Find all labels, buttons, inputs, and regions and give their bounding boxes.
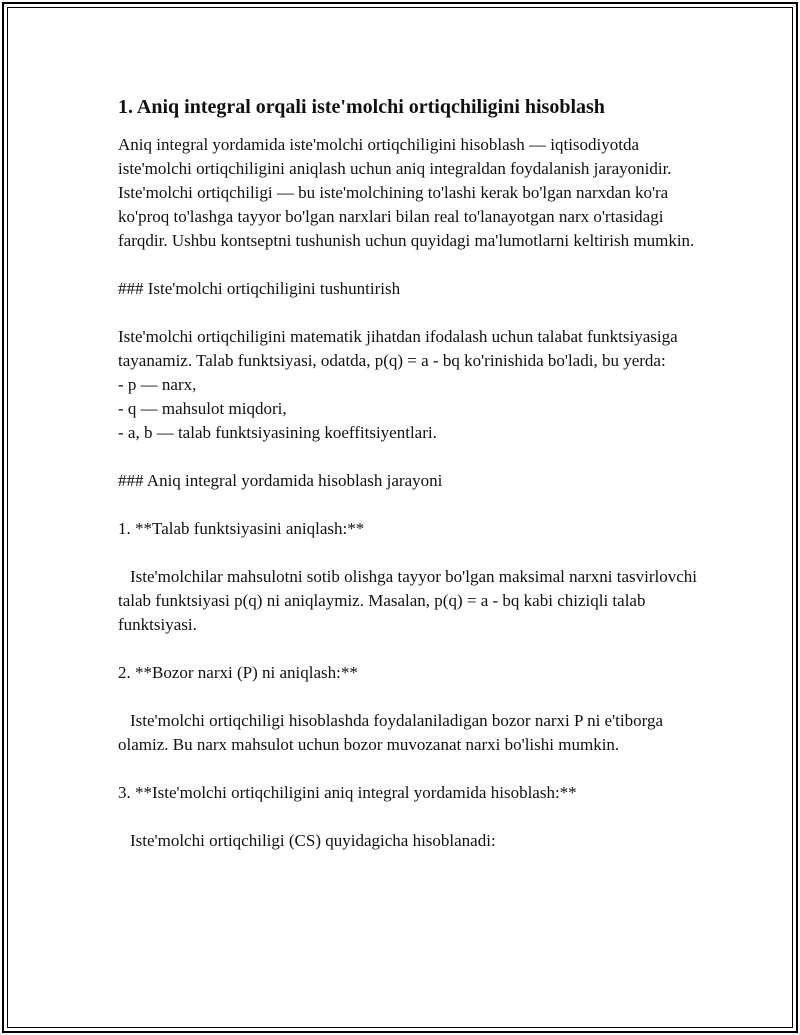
spacer bbox=[118, 253, 698, 277]
step-text: Iste'molchi ortiqchiligi hisoblashda foydalaniladigan bozor narxi P ni e'tiborga olamiz. Bu narx mahsulot uchun bozor muvozanat narxi bo'lishi mumkin. bbox=[118, 711, 668, 754]
spacer bbox=[118, 637, 698, 661]
section-explanation-text: Iste'molchi ortiqchiligini matematik jihatdan ifodalash uchun talabat funktsiyasiga tayanamiz. Talab funktsiyasi, odatda, p(q) = a - bq ko'rinishida bo'ladi, bu yerda: bbox=[118, 327, 682, 370]
list-item: - a, b — talab funktsiyasining koeffitsiyentlari. bbox=[118, 423, 437, 442]
spacer bbox=[118, 757, 698, 781]
step-heading: 1. **Talab funktsiyasini aniqlash:** bbox=[118, 519, 365, 538]
spacer bbox=[118, 685, 698, 709]
step-text: Iste'molchilar mahsulotni sotib olishga tayyor bo'lgan maksimal narxni tasvirlovchi talab funktsiyasi p(q) ni aniqlaymiz. Masalan, p(q) = a - bq kabi chiziqli talab funktsiyasi. bbox=[118, 567, 702, 634]
section-heading-explanation: ### Iste'molchi ortiqchiligini tushuntirish bbox=[118, 279, 401, 298]
spacer bbox=[118, 301, 698, 325]
document-title: 1. Aniq integral orqali iste'molchi ortiqchiligini hisoblash bbox=[118, 96, 605, 118]
spacer bbox=[118, 805, 698, 829]
step-heading: 2. **Bozor narxi (P) ni aniqlash:** bbox=[118, 663, 358, 682]
spacer bbox=[118, 541, 698, 565]
spacer bbox=[118, 493, 698, 517]
intro-paragraph: Aniq integral yordamida iste'molchi ortiqchiligini hisoblash — iqtisodiyotda iste'molchi ortiqchiligini aniqlash uchun aniq integraldan foydalanish jarayonidir. Iste'molchi ortiqchiligi — bu iste'molchining to'lashi kerak bo'lgan narxdan ko'ra ko'proq to'lashga tayyor bo'lgan narxlari bilan real to'lanayotgan narx o'rtasidagi farqdir. Ushbu kontseptni tushunish uchun quyidagi ma'lumotlarni keltirish mumkin. bbox=[118, 135, 695, 250]
step-text: Iste'molchi ortiqchiligi (CS) quyidagicha hisoblanadi: bbox=[130, 831, 496, 850]
spacer bbox=[118, 445, 698, 469]
document-body bbox=[118, 93, 702, 853]
section-heading-process: ### Aniq integral yordamida hisoblash jarayoni bbox=[118, 471, 443, 490]
list-item: - q — mahsulot miqdori, bbox=[118, 399, 287, 418]
step-heading: 3. **Iste'molchi ortiqchiligini aniq integral yordamida hisoblash:** bbox=[118, 783, 577, 802]
list-item: - p — narx, bbox=[118, 375, 197, 394]
